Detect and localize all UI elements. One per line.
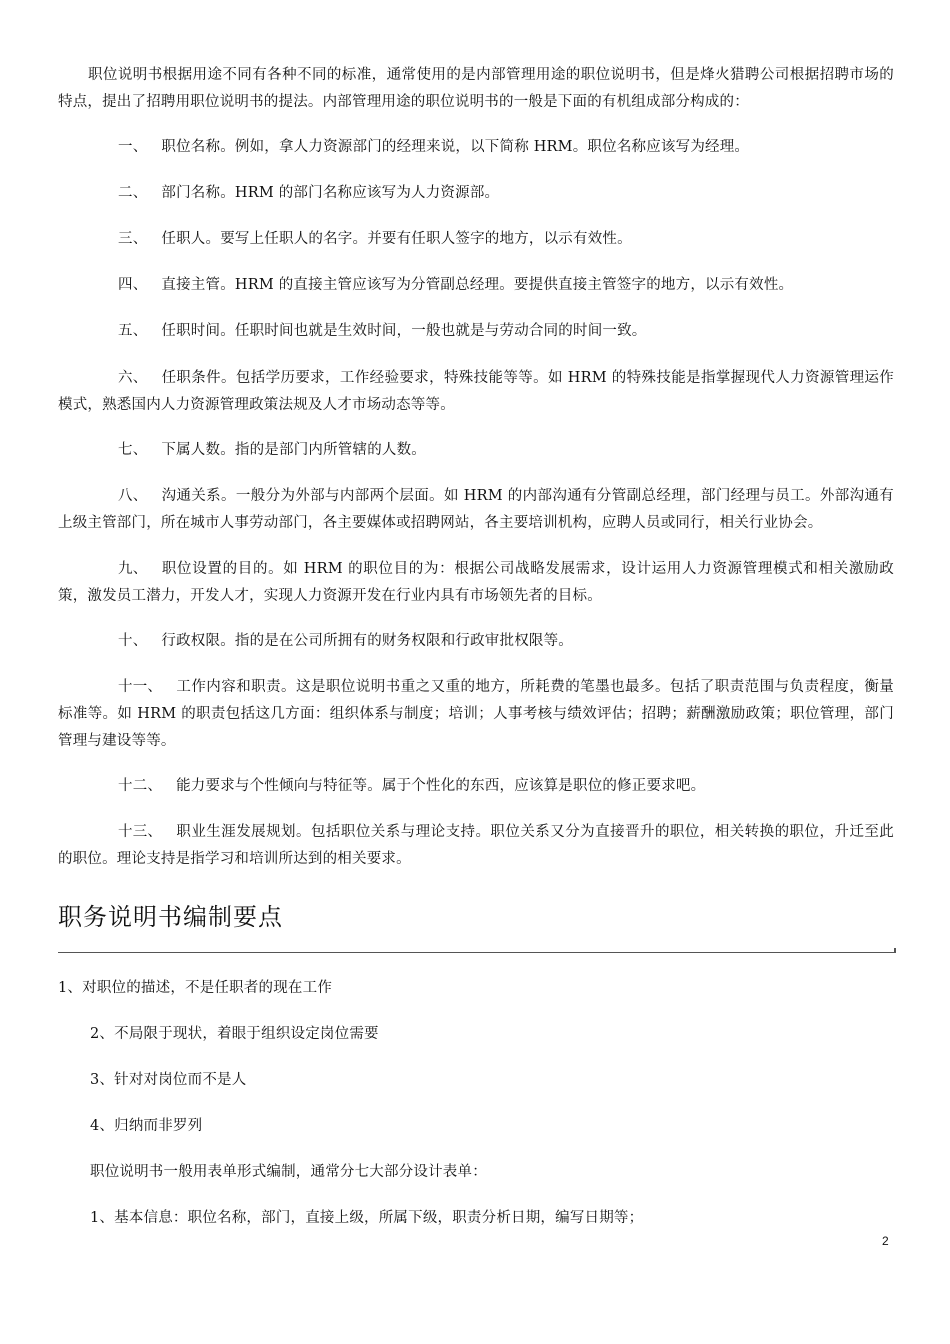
section-heading: 职务说明书编制要点 — [58, 903, 283, 931]
item-text: 行政权限。指的是在公司所拥有的财务权限和行政审批权限等。 — [161, 633, 574, 649]
item-number: 八、 — [118, 488, 148, 504]
item-text: 直接主管。HRM 的直接主管应该写为分管副总经理。要提供直接主管签字的地方，以示有效性。 — [161, 277, 794, 293]
divider-end-mark — [894, 948, 896, 953]
point-4: 4、归纳而非罗列 — [90, 1118, 203, 1134]
item-number: 六、 — [118, 370, 148, 386]
list-item-1 — [58, 134, 894, 161]
list-item-7 — [58, 437, 894, 464]
item-number: 十二、 — [118, 778, 163, 794]
point-1: 1、对职位的描述，不是任职者的现在工作 — [58, 980, 333, 996]
item-text: 职业生涯发展规划。包括职位关系与理论支持。职位关系又分为直接晋升的职位，相关转换的职位，升迁至此的职位。理论支持是指学习和培训所达到的相关要求。 — [58, 824, 894, 867]
list-item-5 — [58, 318, 894, 345]
list-item-13 — [58, 819, 894, 873]
list-item-12 — [58, 773, 894, 800]
item-text: 任职条件。包括学历要求，工作经验要求，特殊技能等等。如 HRM 的特殊技能是指掌握现代人力资源管理运作模式，熟悉国内人力资源管理政策法规及人才市场动态等等。 — [58, 370, 894, 413]
item-number: 一、 — [118, 139, 148, 155]
item-number: 十一、 — [118, 679, 163, 695]
list-item-9 — [58, 556, 894, 610]
item-text: 任职时间。任职时间也就是生效时间，一般也就是与劳动合同的时间一致。 — [161, 323, 647, 339]
intro-paragraph: 职位说明书根据用途不同有各种不同的标准，通常使用的是内部管理用途的职位说明书，但是烽火猎聘公司根据招聘市场的特点，提出了招聘用职位说明书的提法。内部管理用途的职位说明书的一般是下面的有机组成部分构成的： — [58, 67, 894, 110]
point-2: 2、不局限于现状，着眼于组织设定岗位需要 — [90, 1026, 379, 1042]
heading-divider — [58, 952, 896, 953]
form-intro: 职位说明书一般用表单形式编制，通常分七大部分设计表单： — [90, 1164, 487, 1180]
item-number: 七、 — [118, 442, 148, 458]
item-number: 九、 — [118, 561, 148, 577]
list-item-10 — [58, 628, 894, 655]
item-text: 职位名称。例如，拿人力资源部门的经理来说，以下简称 HRM。职位名称应该写为经理。 — [161, 139, 750, 155]
item-number: 三、 — [118, 231, 148, 247]
list-item-11 — [58, 674, 894, 755]
item-text: 部门名称。HRM 的部门名称应该写为人力资源部。 — [161, 185, 500, 201]
form-item-1: 1、基本信息：职位名称，部门，直接上级，所属下级，职责分析日期，编写日期等； — [90, 1210, 644, 1226]
list-item-4 — [58, 272, 894, 299]
item-text: 任职人。要写上任职人的名字。并要有任职人签字的地方，以示有效性。 — [161, 231, 632, 247]
list-item-2 — [58, 180, 894, 207]
item-number: 五、 — [118, 323, 148, 339]
list-item-8 — [58, 483, 894, 537]
page-number: 2 — [882, 1234, 889, 1248]
item-text: 职位设置的目的。如 HRM 的职位目的为：根据公司战略发展需求，设计运用人力资源管理模式和相关激励政策，激发员工潜力，开发人才，实现人力资源开发在行业内具有市场领先者的目标。 — [58, 561, 894, 604]
item-text: 沟通关系。一般分为外部与内部两个层面。如 HRM 的内部沟通有分管副总经理，部门经理与员工。外部沟通有上级主管部门，所在城市人事劳动部门，各主要媒体或招聘网站，各主要培训机构，应聘人员或同行，相关行业协会。 — [58, 488, 894, 531]
item-text: 能力要求与个性倾向与特征等。属于个性化的东西，应该算是职位的修正要求吧。 — [176, 778, 706, 794]
list-item-3 — [58, 226, 894, 253]
point-3: 3、针对对岗位而不是人 — [90, 1072, 247, 1088]
item-number: 二、 — [118, 185, 148, 201]
item-text: 工作内容和职责。这是职位说明书重之又重的地方，所耗费的笔墨也最多。包括了职责范围与负责程度，衡量标准等。如 HRM 的职责包括这几方面：组织体系与制度；培训；人事考核与绩效评估；招聘；薪酬激励政策；职位管理，部门管理与建设等等。 — [58, 679, 894, 749]
list-item-6 — [58, 365, 894, 419]
item-text: 下属人数。指的是部门内所管辖的人数。 — [161, 442, 427, 458]
item-number: 十三、 — [118, 824, 163, 840]
item-number: 十、 — [118, 633, 148, 649]
item-number: 四、 — [118, 277, 148, 293]
